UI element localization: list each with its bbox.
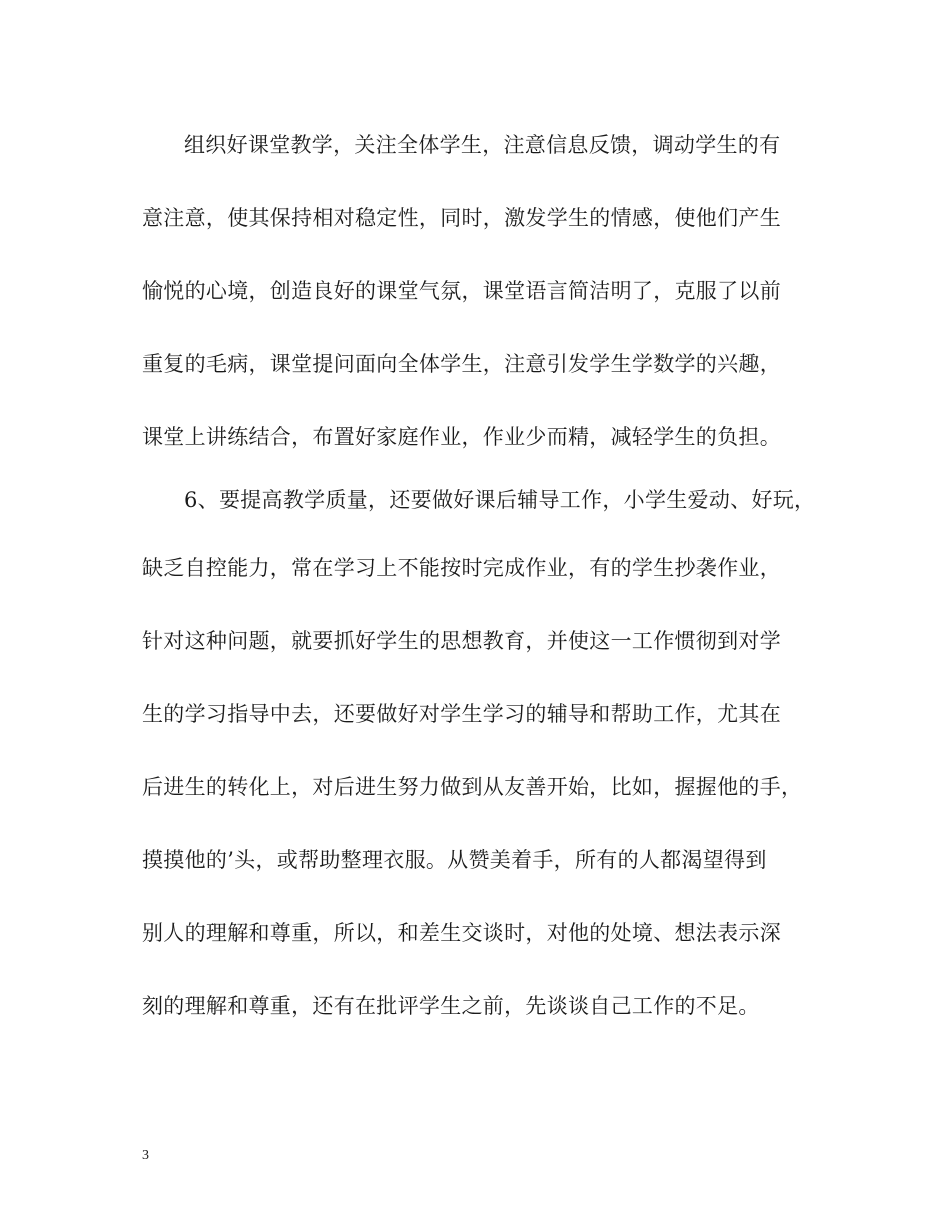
paragraph-1-line-2: 意注意，使其保持相对稳定性，同时，激发学生的情感，使他们产生 [142, 206, 781, 230]
paragraph-2-line-8: 刻的理解和尊重，还有在批评学生之前，先谈谈自己工作的不足。 [142, 994, 760, 1018]
paragraph-1-line-3: 愉悦的心境，创造良好的课堂气氛，课堂语言简洁明了，克服了以前 [142, 279, 781, 303]
paragraph-2-line-4: 生的学习指导中去，还要做好对学生学习的辅导和帮助工作，尤其在 [142, 702, 781, 726]
paragraph-1-line-1: 组织好课堂教学，关注全体学生，注意信息反馈，调动学生的有 [184, 133, 781, 157]
paragraph-2-line-6: 摸摸他的’头，或帮助整理衣服。从赞美着手，所有的人都渴望得到 [142, 848, 767, 872]
paragraph-1-line-5: 课堂上讲练结合，布置好家庭作业，作业少而精，减轻学生的负担。 [142, 425, 781, 449]
paragraph-2-line-7: 别人的理解和尊重，所以，和差生交谈时，对他的处境、想法表示深 [142, 921, 781, 945]
paragraph-2-line-3: 针对这种问题，就要抓好学生的思想教育，并使这一工作惯彻到对学 [142, 629, 781, 653]
page-number: 3 [142, 1148, 149, 1163]
paragraph-2-line-1: 6、要提高教学质量，还要做好课后辅导工作，小学生爱动、好玩， [184, 488, 816, 512]
paragraph-2-line-5: 后进生的转化上，对后进生努力做到从友善开始，比如，握握他的手， [142, 775, 803, 799]
paragraph-2-line-2: 缺乏自控能力，常在学习上不能按时完成作业，有的学生抄袭作业， [142, 556, 781, 580]
paragraph-1-line-4: 重复的毛病，课堂提问面向全体学生，注意引发学生学数学的兴趣， [142, 352, 781, 376]
